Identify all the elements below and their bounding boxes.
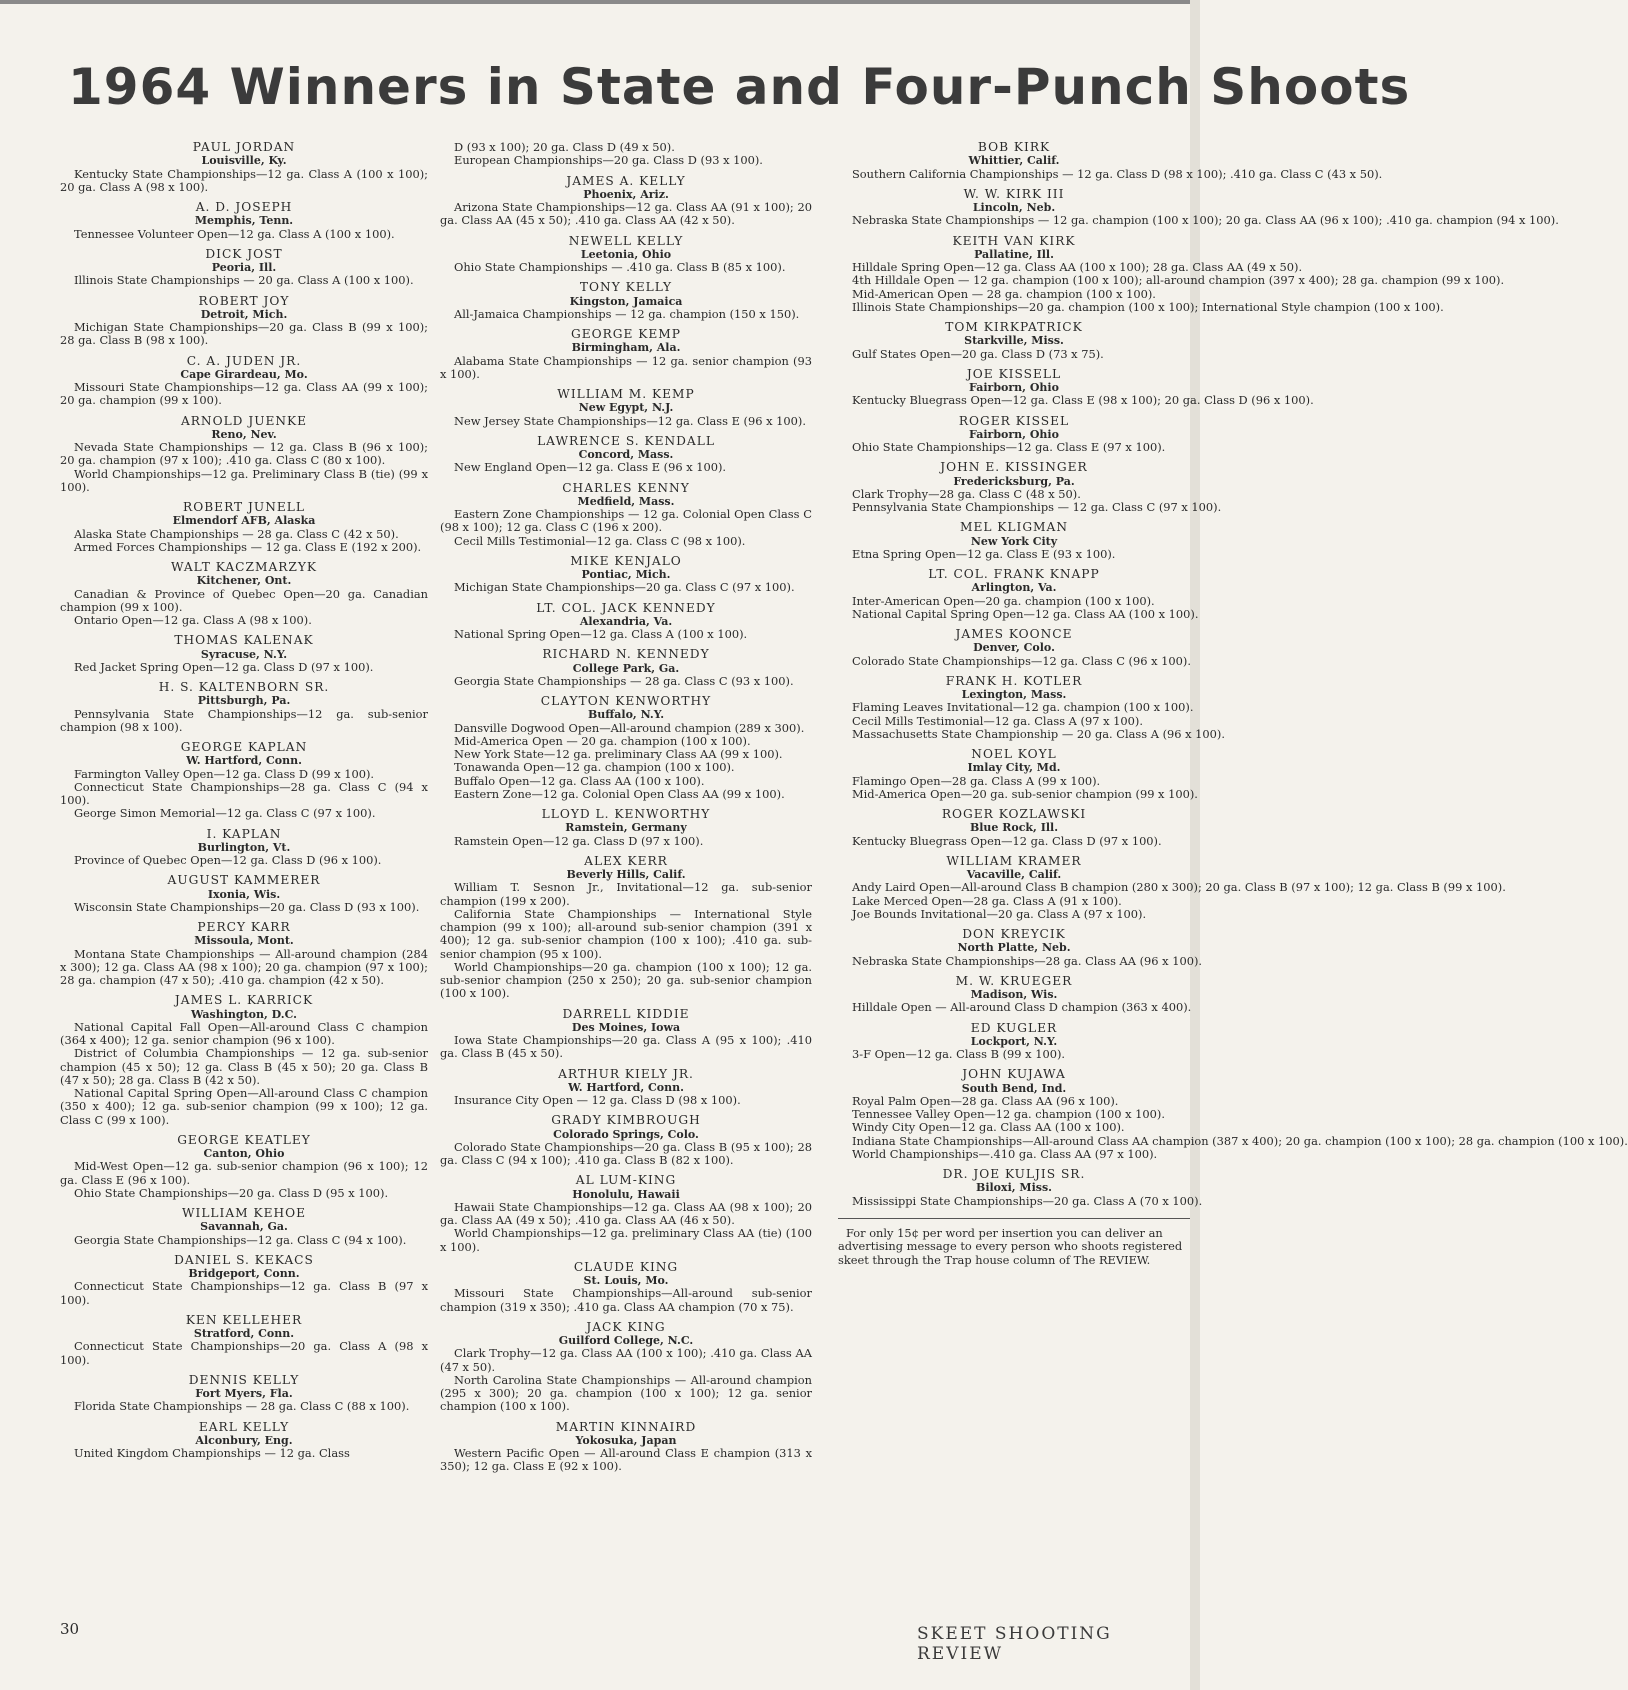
winner-name: LT. COL. JACK KENNEDY <box>536 600 716 615</box>
winner-hometown: Lockport, N.Y. <box>970 1034 1058 1048</box>
shoot-result: Illinois State Championships—20 ga. champion (100 x 100); International Style champion (100 x 100). <box>852 299 1444 314</box>
shoot-result: Mid-America Open — 20 ga. champion (100 x 100). <box>454 733 751 748</box>
winner-name: MARTIN KINNAIRD <box>555 1419 697 1434</box>
winner-name: DR. JOE KULJIS SR. <box>942 1167 1086 1181</box>
winner-entry <box>440 435 812 475</box>
winner-name: FRANK H. KOTLER <box>945 673 1083 688</box>
winner-entry <box>838 567 1199 621</box>
winner-name: JOHN KUJAWA <box>962 1067 1066 1082</box>
winner-hometown: Blue Rock, Ill. <box>969 821 1059 835</box>
winner-name: GEORGE KEMP <box>571 327 681 341</box>
winner-hometown: Lincoln, Neb. <box>972 201 1056 214</box>
winner-entry <box>838 366 1314 408</box>
winner-hometown: Louisville, Ky. <box>201 154 287 168</box>
shoot-result: Colorado State Championships—12 ga. Class C (96 x 100). <box>852 653 1191 668</box>
winner-entry <box>440 482 812 548</box>
winner-hometown: New York City <box>970 534 1058 548</box>
winner-hometown: Bridgeport, Conn. <box>188 1267 300 1280</box>
shoot-result: Connecticut State Championships—28 ga. Class C (94 x 100). <box>60 779 428 807</box>
winner-name: PAUL JORDAN <box>192 140 296 154</box>
winner-hometown: Washington, D.C. <box>190 1007 298 1021</box>
shoot-result: North Carolina State Championships — All-around champion (295 x 300); 20 ga. champion (100 x 100); 12 ga. senior champion (100 x 100). <box>440 1372 812 1414</box>
shoot-result: Mississippi State Championships—20 ga. Class A (70 x 100). <box>852 1193 1203 1208</box>
winner-hometown: Elmendorf AFB, Alaska <box>172 514 316 528</box>
winner-name: THOMAS KALENAK <box>174 633 314 648</box>
winner-hometown: W. Hartford, Conn. <box>568 1080 684 1094</box>
winner-entry <box>440 1008 812 1061</box>
winner-hometown: Madison, Wis. <box>970 988 1058 1001</box>
winner-name: M. W. KRUEGER <box>955 973 1073 988</box>
shoot-result: Georgia State Championships—12 ga. Class C (94 x 100). <box>74 1232 407 1247</box>
winner-entry <box>60 1134 428 1200</box>
shoot-result: Montana State Championships — All-around champion (284 x 300); 12 ga. Class AA (98 x 100); 20 ga. champion (97 x 100); 28 ga. champion (47 x 50); .410 ga. champion (42 x 50). <box>60 946 428 987</box>
winner-name: DANIEL S. KEKACS <box>174 1252 314 1267</box>
shoot-result: World Championships—.410 ga. Class AA (97 x 100). <box>852 1146 1158 1161</box>
winner-hometown: Burlington, Vt. <box>197 840 291 854</box>
shoot-result: Kentucky Bluegrass Open—12 ga. Class D (97 x 100). <box>852 833 1162 848</box>
magazine-name: SKEET SHOOTING REVIEW <box>917 1624 1112 1664</box>
shoot-result: Missouri State Championships—12 ga. Class AA (99 x 100); 20 ga. champion (99 x 100). <box>60 380 428 408</box>
winner-name: RICHARD N. KENNEDY <box>542 647 710 662</box>
shoot-result: Wisconsin State Championships—20 ga. Class D (93 x 100). <box>74 899 420 914</box>
winner-name: CLAUDE KING <box>573 1259 679 1274</box>
winner-hometown: Detroit, Mich. <box>200 307 288 321</box>
winner-name: W. W. KIRK III <box>963 186 1065 201</box>
shoot-result: Dansville Dogwood Open—All-around champion (289 x 300). <box>454 720 805 735</box>
winner-name: ROBERT JUNELL <box>183 500 305 514</box>
shoot-result: Kentucky State Championships—12 ga. Class A (100 x 100); 20 ga. Class A (98 x 100). <box>60 166 428 194</box>
winner-entry <box>60 1314 428 1367</box>
winner-hometown: Alconbury, Eng. <box>195 1433 293 1447</box>
shoot-result: Hilldale Open — All-around Class D champion (363 x 400). <box>852 1000 1192 1015</box>
winner-hometown: Buffalo, N.Y. <box>587 708 665 722</box>
shoot-result: Tennessee Valley Open—12 ga. champion (100 x 100). <box>852 1107 1165 1121</box>
shoot-result: European Championships—20 ga. Class D (93 x 100). <box>454 153 763 168</box>
shoot-result: Andy Laird Open—All-around Class B champion (280 x 300); 20 ga. Class B (97 x 100); 12 ga. Class B (99 x 100). <box>852 880 1506 895</box>
winner-hometown: Ixonia, Wis. <box>207 887 281 901</box>
shoot-result: Pennsylvania State Championships — 12 ga. Class C (97 x 100). <box>852 500 1222 514</box>
winner-name: H. S. KALTENBORN SR. <box>158 680 330 694</box>
entries-container <box>838 140 1628 1208</box>
winner-hometown: Fairborn, Ohio <box>969 381 1059 394</box>
shoot-result: 4th Hilldale Open — 12 ga. champion (100 x 100); all-around champion (397 x 400); 28 ga. champion (99 x 100). <box>852 273 1505 288</box>
shoot-result: Missouri State Championships—All-around sub-senior champion (319 x 350); .410 ga. Class AA champion (70 x 75). <box>440 1286 812 1314</box>
winner-hometown: Concord, Mass. <box>578 448 674 461</box>
winner-hometown: College Park, Ga. <box>572 661 680 675</box>
shoot-result: New York State—12 ga. preliminary Class AA (99 x 100). <box>454 747 783 761</box>
winner-entry <box>440 648 812 688</box>
shoot-result: Lake Merced Open—28 ga. Class A (91 x 100). <box>852 893 1122 908</box>
shoot-result: World Championships—20 ga. champion (100 x 100); 12 ga. sub-senior champion (250 x 250); 20 ga. sub-senior champion (100 x 100). <box>440 959 812 1001</box>
shoot-result: Tennessee Volunteer Open—12 ga. Class A (100 x 100). <box>74 226 395 241</box>
shoot-result: Clark Trophy—28 ga. Class C (48 x 50). <box>852 486 1081 501</box>
shoot-result: Hawaii State Championships—12 ga. Class AA (98 x 100); 20 ga. Class AA (49 x 50); .410 ga. Class AA (46 x 50). <box>440 1199 812 1227</box>
winner-name: KEITH VAN KIRK <box>952 233 1076 248</box>
winner-entry <box>838 975 1190 1015</box>
shoot-result: Pennsylvania State Championships—12 ga. sub-senior champion (98 x 100). <box>60 706 428 734</box>
winner-entry <box>60 141 428 194</box>
shoot-result: Buffalo Open—12 ga. Class AA (100 x 100). <box>454 773 705 788</box>
winner-name: LAWRENCE S. KENDALL <box>537 433 715 448</box>
shoot-result: Michigan State Championships—20 ga. Class C (97 x 100). <box>454 580 795 595</box>
shoot-result: Mid-West Open—12 ga. sub-senior champion (96 x 100); 12 ga. Class E (96 x 100). <box>60 1159 428 1187</box>
shoot-result: Cecil Mills Testimonial—12 ga. Class C (98 x 100). <box>454 533 746 548</box>
shoot-result: Nebraska State Championships—28 ga. Class AA (96 x 100). <box>852 953 1203 968</box>
shoot-result: Etna Spring Open—12 ga. Class E (93 x 100). <box>852 546 1116 561</box>
winner-hometown: Leetonia, Ohio <box>580 247 672 261</box>
shoot-result: Tonawanda Open—12 ga. champion (100 x 100). <box>454 760 735 775</box>
winner-entry <box>440 555 812 595</box>
winner-hometown: Denver, Colo. <box>973 641 1055 655</box>
winner-entry <box>60 295 428 348</box>
winner-name: JAMES KOONCE <box>955 627 1073 641</box>
winner-hometown: Whittier, Calif. <box>968 154 1060 168</box>
shoot-result: Joe Bounds Invitational—20 ga. Class A (97 x 100). <box>852 906 1147 921</box>
shoot-result: Kentucky Bluegrass Open—12 ga. Class E (98 x 100); 20 ga. Class D (96 x 100). <box>852 393 1314 408</box>
adjacent-page-edge <box>1190 0 1200 1690</box>
shoot-result: Ontario Open—12 ga. Class A (98 x 100). <box>74 613 312 627</box>
winner-entry <box>60 994 428 1127</box>
winner-entry <box>440 695 812 801</box>
shoot-result: Royal Palm Open—28 ga. Class AA (96 x 100). <box>852 1093 1119 1108</box>
shoot-result: Alabama State Championships — 12 ga. senior champion (93 x 100). <box>440 353 812 381</box>
shoot-result: Southern California Championships — 12 ga. Class D (98 x 100); .410 ga. Class C (43 x 50). <box>852 166 1383 181</box>
shoot-result: Massachusetts State Championship — 20 ga. Class A (96 x 100). <box>852 726 1225 741</box>
winner-entry <box>440 808 812 848</box>
winner-name: LT. COL. FRANK KNAPP <box>928 567 1100 581</box>
winner-hometown: Pallatine, Ill. <box>974 247 1054 261</box>
winner-entry <box>838 1022 1190 1062</box>
shoot-result: Flaming Leaves Invitational—12 ga. champion (100 x 100). <box>852 700 1194 715</box>
winner-entry <box>838 747 1198 801</box>
winner-name: JAMES A. KELLY <box>566 173 686 188</box>
winner-name: WILLIAM KRAMER <box>946 853 1082 868</box>
winner-hometown: South Bend, Ind. <box>961 1081 1067 1095</box>
shoot-result: Connecticut State Championships—20 ga. Class A (98 x 100). <box>60 1339 428 1367</box>
shoot-result: Indiana State Championships—All-around Class AA champion (387 x 400); 20 ga. champion (100 x 100); 28 ga. champion (100 x 100). <box>852 1133 1628 1148</box>
winner-name: ED KUGLER <box>970 1020 1058 1035</box>
winner-hometown: Ramstein, Germany <box>565 821 687 835</box>
winner-hometown: Syracuse, N.Y. <box>200 647 288 661</box>
shoot-result: Flamingo Open—28 ga. Class A (99 x 100). <box>852 773 1101 788</box>
winner-entry <box>60 1207 428 1247</box>
column-2 <box>440 141 812 1481</box>
winner-name: PERCY KARR <box>197 920 291 934</box>
shoot-result: National Capital Spring Open—12 ga. Class AA (100 x 100). <box>852 606 1199 621</box>
winner-entry <box>440 1321 812 1414</box>
shoot-result: Michigan State Championships—20 ga. Class B (99 x 100); 28 ga. Class B (98 x 100). <box>60 320 428 348</box>
shoot-result: D (93 x 100); 20 ga. Class D (49 x 50). <box>454 140 675 154</box>
winner-hometown: Cape Girardeau, Mo. <box>180 367 308 381</box>
winner-hometown: Fort Myers, Fla. <box>195 1387 293 1400</box>
shoot-result: Red Jacket Spring Open—12 ga. Class D (97 x 100). <box>74 659 374 674</box>
winner-hometown: Savannah, Ga. <box>200 1220 288 1234</box>
winner-name: JOE KISSELL <box>966 366 1062 381</box>
winner-name: ALEX KERR <box>584 853 668 868</box>
winner-name: ARTHUR KIELY JR. <box>558 1066 694 1081</box>
winner-hometown: Pittsburgh, Pa. <box>197 694 291 708</box>
winner-name: ARNOLD JUENKE <box>180 413 308 428</box>
winner-entry <box>60 634 428 674</box>
winner-hometown: Honolulu, Hawaii <box>572 1187 680 1201</box>
shoot-result: California State Championships — International Style champion (99 x 100); all-around sub-senior champion (391 x 400); 12 ga. sub-senior champion (100 x 100); .410 ga. sub-senior champion (95 x 100). <box>440 906 812 961</box>
winner-entry <box>60 1254 428 1307</box>
winner-hometown: North Platte, Neb. <box>957 941 1071 955</box>
winner-name: A. D. JOSEPH <box>195 200 293 214</box>
winner-hometown: W. Hartford, Conn. <box>186 754 302 768</box>
winner-name: C. A. JUDEN JR. <box>186 353 302 368</box>
winner-hometown: Starkville, Miss. <box>964 334 1064 348</box>
winner-entry <box>60 201 428 241</box>
shoot-result: Canadian & Province of Quebec Open—20 ga. Canadian champion (99 x 100). <box>60 586 428 614</box>
winner-hometown: Beverly Hills, Calif. <box>566 868 686 881</box>
winner-name: ROGER KISSEL <box>958 413 1070 428</box>
winner-entry <box>838 853 1506 921</box>
winner-entry <box>440 1174 812 1254</box>
winner-name: LLOYD L. KENWORTHY <box>541 807 711 821</box>
shoot-result: Eastern Zone Championships — 12 ga. Colonial Open Class C (98 x 100); 12 ga. Class C (196 x 200). <box>440 507 812 535</box>
shoot-result: National Capital Fall Open—All-around Class C champion (364 x 400); 12 ga. senior champion (96 x 100). <box>60 1019 428 1047</box>
shoot-result: Farmington Valley Open—12 ga. Class D (99 x 100). <box>74 766 375 781</box>
shoot-result: National Capital Spring Open—All-around Class C champion (350 x 400); 12 ga. sub-senior champion (99 x 100); 12 ga. Class C (99 x 100). <box>60 1086 428 1127</box>
shoot-result: Ramstein Open—12 ga. Class D (97 x 100). <box>454 833 704 848</box>
winner-name: GRADY KIMBROUGH <box>551 1113 701 1128</box>
winner-entry <box>440 388 812 428</box>
winner-entry <box>440 1068 812 1108</box>
shoot-result: Iowa State Championships—20 ga. Class A (95 x 100); .410 ga. Class B (45 x 50). <box>440 1033 812 1061</box>
winner-entry <box>440 855 812 1001</box>
shoot-result: Western Pacific Open — All-around Class E champion (313 x 350); 12 ga. Class E (92 x 100). <box>440 1446 812 1474</box>
shoot-result: Armed Forces Championships — 12 ga. Class E (192 x 200). <box>74 539 422 554</box>
column-1 <box>60 141 428 1467</box>
shoot-result: Georgia State Championships — 28 ga. Class C (93 x 100). <box>454 673 794 688</box>
shoot-result: Hilldale Spring Open—12 ga. Class AA (100 x 100); 28 ga. Class AA (49 x 50). <box>852 260 1303 274</box>
winner-hometown: Guilford College, N.C. <box>558 1334 694 1347</box>
winner-hometown: Peoria, Ill. <box>211 261 277 274</box>
winner-hometown: Des Moines, Iowa <box>571 1020 681 1034</box>
shoot-result: World Championships—12 ga. Preliminary Class B (tie) (99 x 100). <box>60 466 428 494</box>
winner-name: I. KAPLAN <box>206 826 282 841</box>
winner-entry <box>440 1421 812 1474</box>
winner-hometown: Arlington, Va. <box>971 581 1057 595</box>
winner-name: ROGER KOZLAWSKI <box>941 807 1087 821</box>
top-rule <box>0 0 1200 4</box>
winner-name: BOB KIRK <box>977 140 1051 154</box>
winner-hometown: Fairborn, Ohio <box>969 427 1059 441</box>
winner-entry <box>838 460 1222 514</box>
shoot-result: Nevada State Championships — 12 ga. Class B (96 x 100); 20 ga. champion (97 x 100); .410 ga. Class C (80 x 100). <box>60 440 428 468</box>
winner-name: EARL KELLY <box>198 1419 290 1434</box>
shoot-result: Province of Quebec Open—12 ga. Class D (96 x 100). <box>74 853 382 867</box>
shoot-result: Gulf States Open—20 ga. Class D (73 x 75). <box>852 346 1104 361</box>
shoot-result: 3-F Open—12 ga. Class B (99 x 100). <box>852 1047 1066 1061</box>
shoot-result: Arizona State Championships—12 ga. Class AA (91 x 100); 20 ga. Class AA (45 x 50); .410 ga. Class AA (42 x 50). <box>440 200 812 228</box>
winner-name: JAMES L. KARRICK <box>174 993 314 1008</box>
shoot-result: Ohio State Championships—20 ga. Class D (95 x 100). <box>74 1185 389 1200</box>
winner-name: GEORGE KEATLEY <box>177 1132 311 1147</box>
page-number: 30 <box>60 1620 80 1638</box>
shoot-result: District of Columbia Championships — 12 ga. sub-senior champion (45 x 50); 12 ga. Class B (45 x 50); 20 ga. Class B (47 x 50); 28 ga. Class B (42 x 50). <box>60 1046 428 1087</box>
winner-entry <box>60 1374 428 1414</box>
winner-entry <box>60 248 428 288</box>
shoot-result: Illinois State Championships — 20 ga. Class A (100 x 100). <box>74 273 414 288</box>
winner-entry <box>60 921 428 987</box>
winner-entry <box>838 186 1559 228</box>
winner-entry <box>440 281 812 321</box>
winner-hometown: St. Louis, Mo. <box>583 1274 669 1287</box>
winner-hometown: Memphis, Tenn. <box>194 214 294 228</box>
shoot-result: Mid-American Open — 28 ga. champion (100 x 100). <box>852 286 1156 301</box>
winner-hometown: Fredericksburg, Pa. <box>953 474 1075 488</box>
winner-name: MIKE KENJALO <box>570 553 682 568</box>
shoot-result: Ohio State Championships — .410 ga. Class B (85 x 100). <box>454 260 786 274</box>
winner-entry <box>60 501 428 554</box>
shoot-result: Colorado State Championships—20 ga. Class B (95 x 100); 28 ga. Class C (94 x 100); .410 ga. Class B (82 x 100). <box>440 1139 812 1167</box>
shoot-result: Alaska State Championships — 28 ga. Class C (42 x 50). <box>74 526 399 541</box>
winner-entry <box>440 1114 812 1167</box>
winner-entry <box>60 355 428 408</box>
winner-entry <box>838 927 1203 968</box>
winner-entry <box>440 1261 812 1314</box>
winner-entry <box>838 628 1190 668</box>
winner-entry <box>440 602 812 642</box>
winner-name: AUGUST KAMMERER <box>167 873 321 888</box>
winner-name: DARRELL KIDDIE <box>562 1006 690 1021</box>
winner-entry <box>60 561 428 627</box>
winner-hometown: Kitchener, Ont. <box>196 574 292 588</box>
winner-entry <box>60 828 428 868</box>
page-title: 1964 Winners in State and Four-Punch Shoots <box>68 58 1411 116</box>
winner-hometown: Missoula, Mont. <box>194 934 294 948</box>
shoot-result: Mid-America Open—20 ga. sub-senior champion (99 x 100). <box>852 786 1198 801</box>
winner-name: TONY KELLY <box>579 280 673 295</box>
winner-entry <box>440 175 812 228</box>
winner-name: CLAYTON KENWORTHY <box>540 694 712 708</box>
winner-entry <box>60 741 428 821</box>
winner-entry <box>838 140 1383 181</box>
winner-hometown: Colorado Springs, Colo. <box>553 1127 699 1141</box>
winner-entry <box>838 233 1505 315</box>
winner-name: TOM KIRKPATRICK <box>945 320 1083 334</box>
winner-hometown: Imlay City, Md. <box>967 761 1061 775</box>
winner-entry <box>60 1421 428 1461</box>
shoot-result: National Spring Open—12 ga. Class A (100 x 100). <box>454 627 748 641</box>
winner-name: MEL KLIGMAN <box>959 520 1069 535</box>
winner-name: DON KREYCIK <box>962 927 1066 941</box>
shoot-result: Windy City Open—12 ga. Class AA (100 x 100). <box>852 1120 1125 1135</box>
shoot-result: New Jersey State Championships—12 ga. Class E (96 x 100). <box>454 413 806 428</box>
shoot-result: William T. Sesnon Jr., Invitational—12 ga. sub-senior champion (199 x 200). <box>440 880 812 908</box>
winner-name: DICK JOST <box>205 246 283 261</box>
winner-entry <box>838 1167 1203 1208</box>
advertising-note: For only 15¢ per word per insertion you can deliver an advertising message to every person who shoots registered skeet through the Trap house column of The REVIEW. <box>838 1218 1190 1268</box>
winner-entry <box>60 874 428 914</box>
winner-entry <box>60 415 428 495</box>
winner-entry <box>440 235 812 275</box>
shoot-result: George Simon Memorial—12 ga. Class C (97 x 100). <box>74 806 376 821</box>
winner-entry <box>838 321 1190 361</box>
winner-hometown: New Egypt, N.J. <box>578 401 674 415</box>
shoot-result: Eastern Zone—12 ga. Colonial Open Class AA (99 x 100). <box>454 786 785 801</box>
winner-entry <box>838 808 1190 848</box>
shoot-result: World Championships—12 ga. preliminary Class AA (tie) (100 x 100). <box>440 1226 812 1254</box>
winner-name: JOHN E. KISSINGER <box>940 460 1088 475</box>
winner-entry <box>440 141 812 168</box>
shoot-result: Florida State Championships — 28 ga. Class C (88 x 100). <box>74 1399 410 1414</box>
shoot-result: United Kingdom Championships — 12 ga. Class <box>74 1446 350 1460</box>
winner-hometown: Pontiac, Mich. <box>581 568 671 581</box>
winner-hometown: Lexington, Mass. <box>961 688 1067 701</box>
winner-hometown: Canton, Ohio <box>203 1147 285 1160</box>
winner-hometown: Stratford, Conn. <box>193 1327 295 1340</box>
winner-name: KEN KELLEHER <box>185 1312 303 1327</box>
winner-hometown: Reno, Nev. <box>211 427 277 441</box>
winner-name: GEORGE KAPLAN <box>180 740 308 754</box>
winner-hometown: Yokosuka, Japan <box>575 1433 677 1447</box>
winner-hometown: Biloxi, Miss. <box>976 1181 1052 1195</box>
winner-name: DENNIS KELLY <box>188 1372 300 1387</box>
winner-hometown: Alexandria, Va. <box>579 614 673 628</box>
winner-hometown: Kingston, Jamaica <box>569 294 683 308</box>
winner-hometown: Birmingham, Ala. <box>571 341 681 355</box>
winner-name: ROBERT JOY <box>198 293 290 308</box>
shoot-result: Ohio State Championships—12 ga. Class E (97 x 100). <box>852 440 1166 454</box>
shoot-result: New England Open—12 ga. Class E (96 x 100). <box>454 460 727 475</box>
shoot-result: Inter-American Open—20 ga. champion (100 x 100). <box>852 593 1155 608</box>
shoot-result: Clark Trophy—12 ga. Class AA (100 x 100); .410 ga. Class AA (47 x 50). <box>440 1346 812 1374</box>
winner-name: AL LUM-KING <box>575 1173 677 1188</box>
winner-entry <box>440 328 812 381</box>
winner-name: NEWELL KELLY <box>568 233 684 248</box>
winner-entry <box>838 1067 1628 1161</box>
winner-entry <box>838 521 1190 561</box>
winner-entry <box>60 681 428 734</box>
shoot-result: All-Jamaica Championships — 12 ga. champion (150 x 150). <box>454 306 800 321</box>
winner-name: WALT KACZMARZYK <box>170 560 318 574</box>
winner-name: NOEL KOYL <box>971 747 1057 761</box>
winner-entry <box>838 673 1225 741</box>
winner-name: JACK KING <box>586 1319 666 1334</box>
winner-hometown: Phoenix, Ariz. <box>583 187 669 201</box>
column-3 <box>838 140 1628 1267</box>
shoot-result: Nebraska State Championships — 12 ga. champion (100 x 100); 20 ga. Class AA (96 x 100); .410 ga. champion (94 x 100). <box>852 213 1559 228</box>
winner-name: WILLIAM KEHOE <box>181 1206 306 1220</box>
winner-name: WILLIAM M. KEMP <box>557 387 695 401</box>
winner-hometown: Vacaville, Calif. <box>966 868 1062 881</box>
winner-entry <box>838 415 1190 455</box>
winner-hometown: Medfield, Mass. <box>577 494 675 508</box>
shoot-result: Insurance City Open — 12 ga. Class D (98 x 100). <box>454 1093 741 1107</box>
shoot-result: Cecil Mills Testimonial—12 ga. Class A (97 x 100). <box>852 713 1143 728</box>
shoot-result: Connecticut State Championships—12 ga. Class B (97 x 100). <box>60 1279 428 1307</box>
winner-name: CHARLES KENNY <box>562 480 690 495</box>
